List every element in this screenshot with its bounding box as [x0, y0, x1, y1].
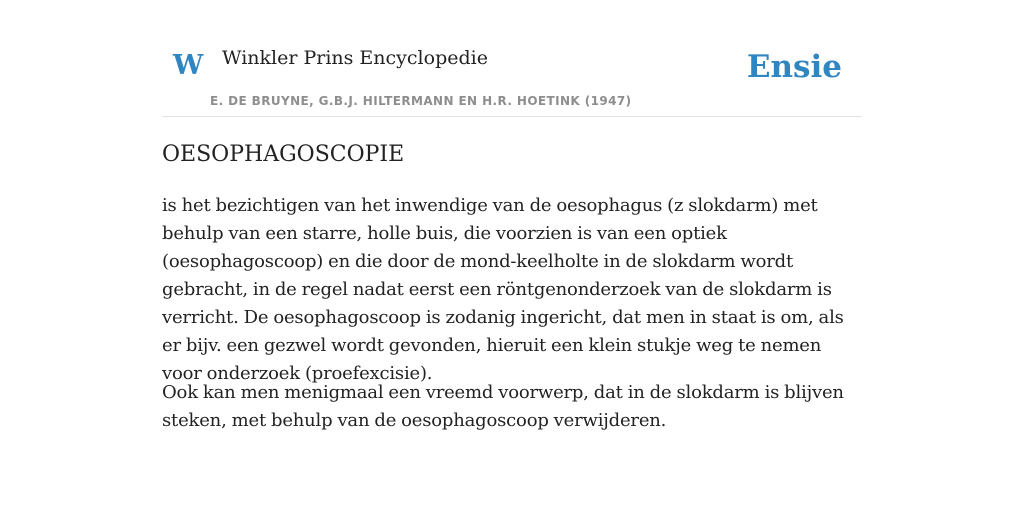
source-authors: E. DE BRUYNE, G.B.J. HILTERMANN EN H.R. HOETINK (1947): [210, 94, 632, 108]
ensie-logo-link[interactable]: Ensie: [746, 49, 842, 85]
entry-container: [162, 0, 862, 431]
source-title[interactable]: Winkler Prins Encyclopedie: [222, 47, 488, 69]
entry-paragraph-1: is het bezichtigen van het inwendige van de oesophagus (z slokdarm) met behulp van een starre, holle buis, die voorzien is van een optiek (oesophagoscoop) en die door de mond-keelholte in de slokdarm wordt gebracht, in de regel nadat eerst een röntgenonderzoek van de slokdarm is verricht. De oesophagoscoop is zodanig ingericht, dat men in staat is om, als er bijv. een gezwel wordt gevonden, hieruit een klein stukje weg te nemen voor onderzoek (proefexcisie).: [162, 195, 844, 384]
entry-paragraph-2: Ook kan men menigmaal een vreemd voorwerp, dat in de slokdarm is blijven steken, met behulp van de oesophagoscoop verwijderen.: [162, 382, 844, 431]
entry-title: OESOPHAGOSCOPIE: [162, 142, 405, 167]
source-logo[interactable]: W: [173, 50, 204, 81]
source-header: [162, 0, 862, 117]
